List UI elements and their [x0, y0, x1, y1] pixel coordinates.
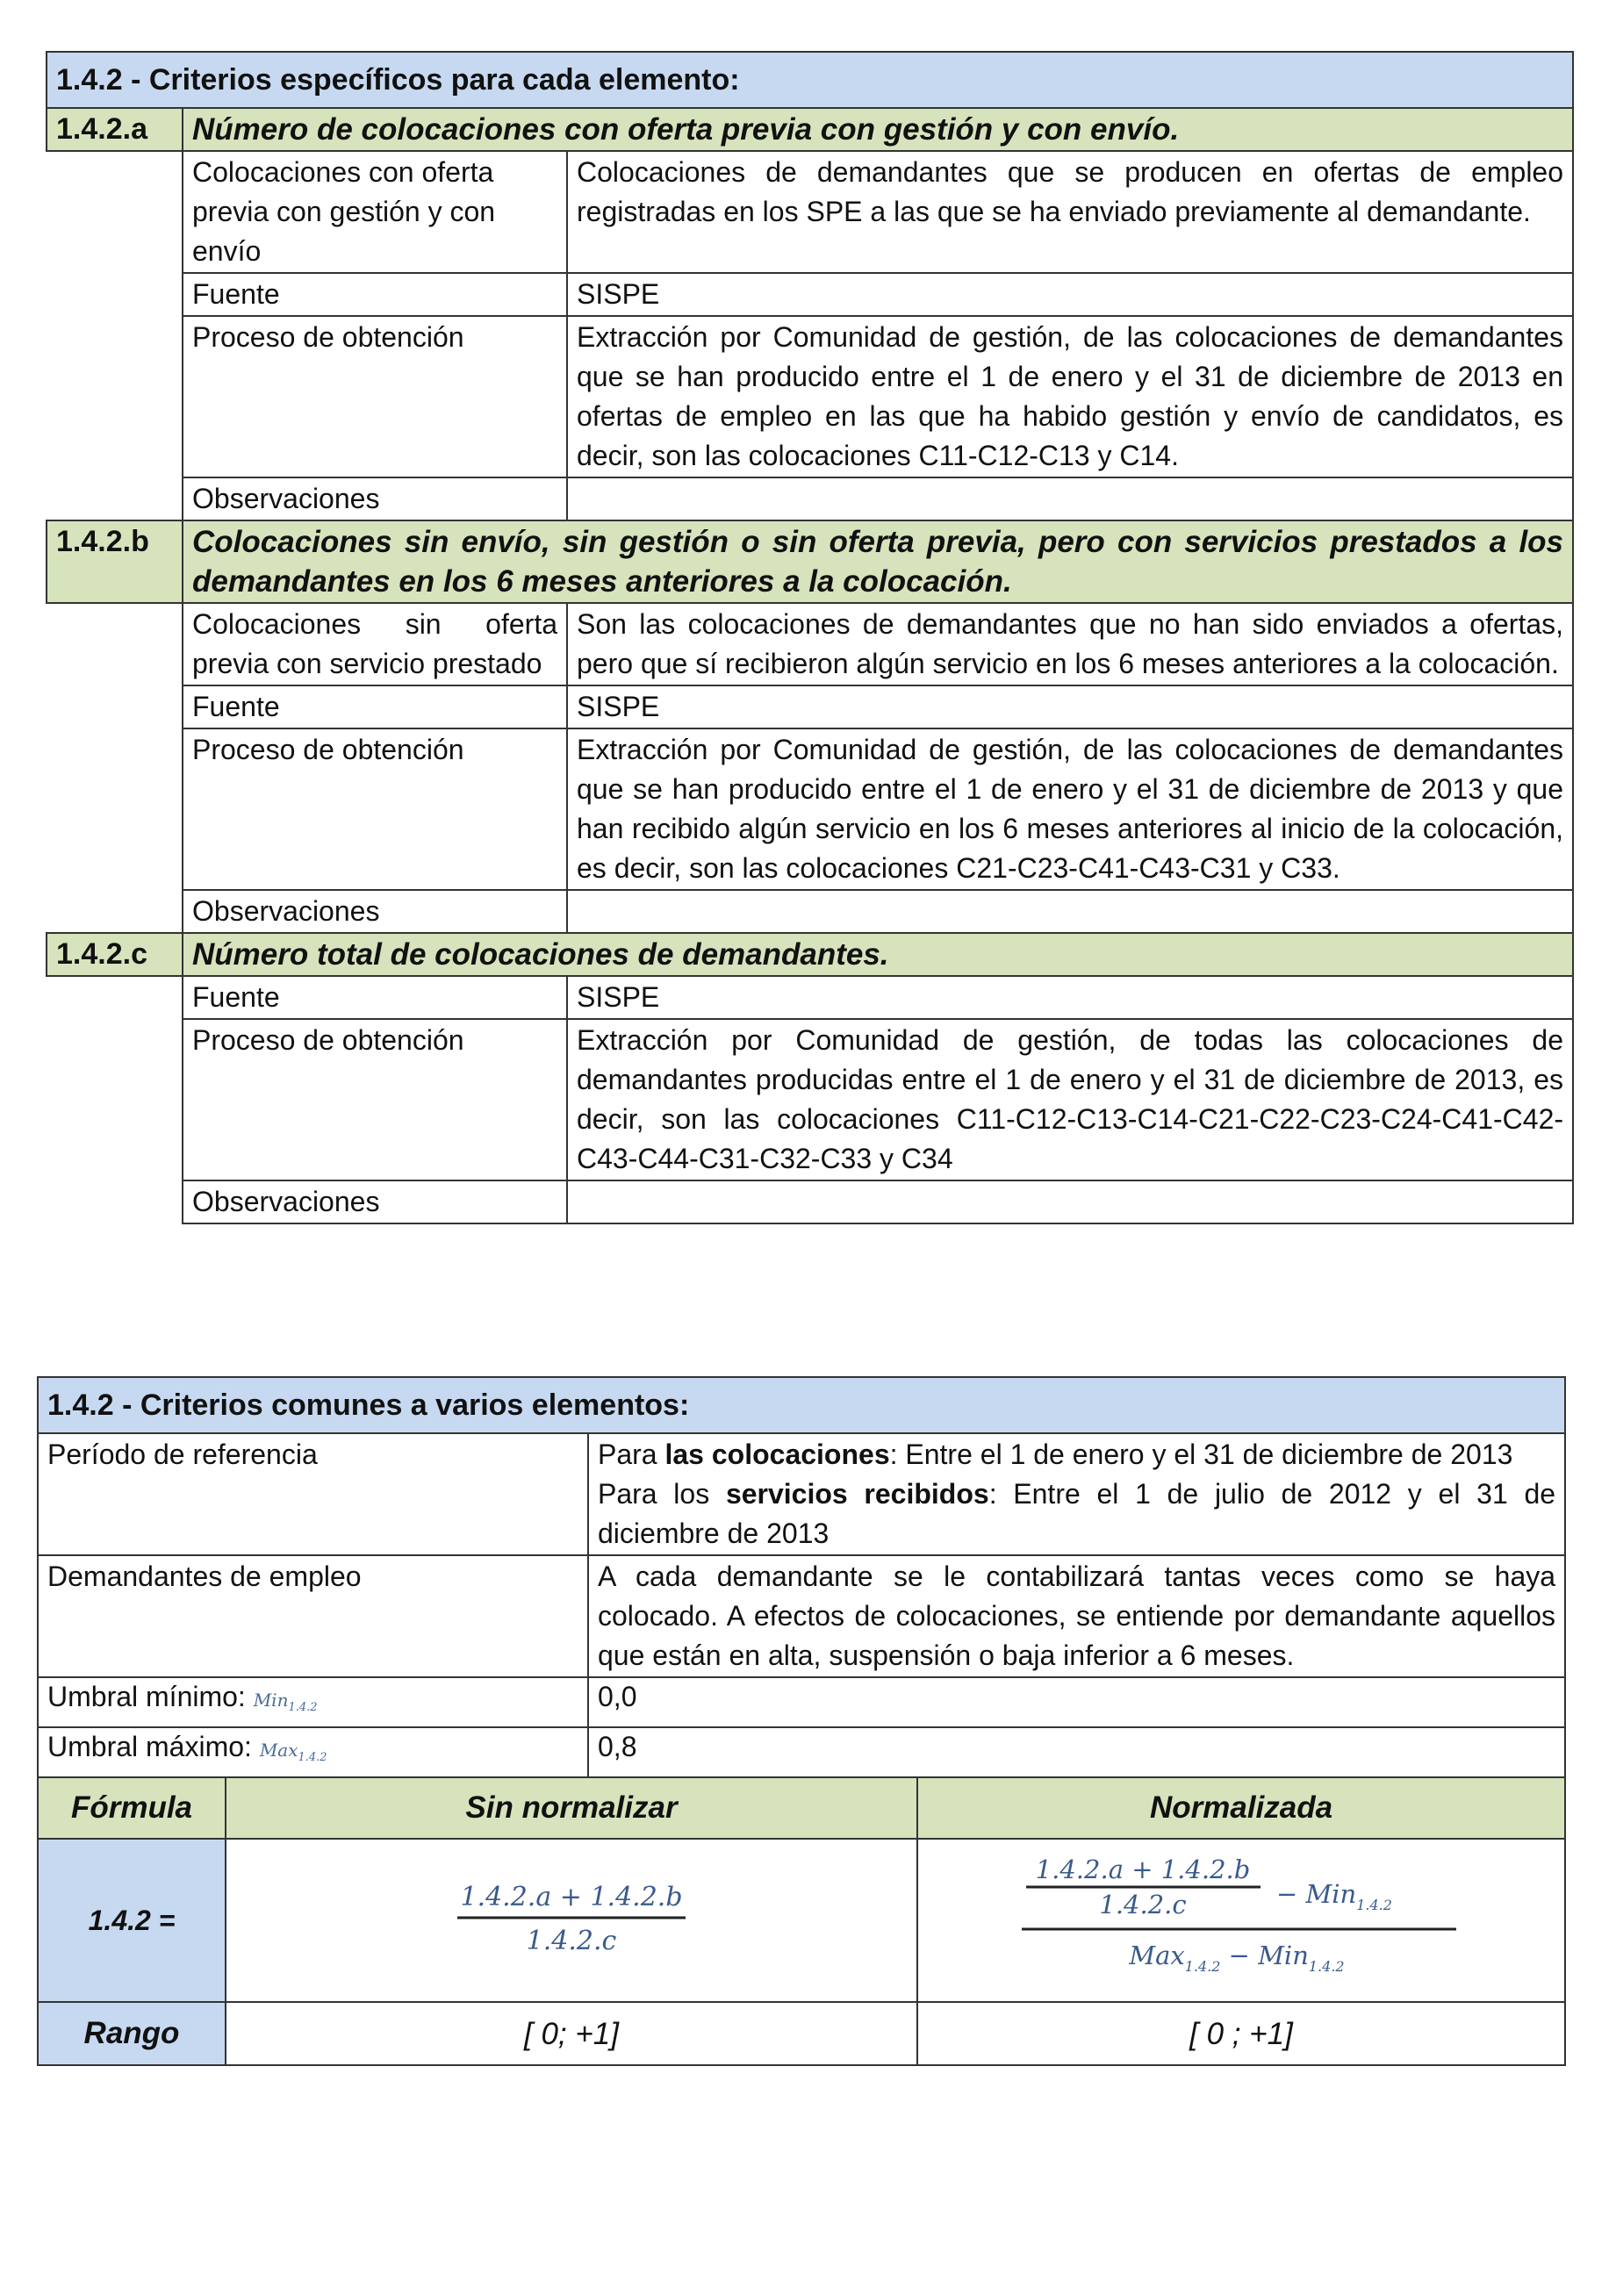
element-b-fuente-label: Fuente: [183, 685, 567, 728]
element-c-title: Número total de colocaciones de demandantes.: [183, 933, 1573, 976]
demandantes-text: A cada demandante se le contabilizará tantas veces como se haya colocado. A efectos de colocaciones, se entiende por demandante aquellos que están en alta, suspensión o baja inferior a 6 meses.: [588, 1555, 1565, 1677]
element-c-fuente-value: SISPE: [567, 976, 1573, 1019]
normalizada-header: Normalizada: [917, 1777, 1565, 1839]
section-a-title: 1.4.2 - Criterios específicos para cada elemento:: [47, 52, 1573, 108]
periodo-value: [588, 1433, 1565, 1555]
demandantes-label: Demandantes de empleo: [38, 1555, 588, 1677]
periodo-servicios-line: Para los servicios recibidos: Entre el 1 de julio de 2012 y el 31 de diciembre de 2013: [598, 1478, 1556, 1549]
element-b-title: Colocaciones sin envío, sin gestión o sin oferta previa, pero con servicios prestados a los demandantes en los 6 meses anteriores a la colocación.: [183, 520, 1573, 603]
section-b-title: 1.4.2 - Criterios comunes a varios elementos:: [38, 1377, 1565, 1433]
element-b-observaciones-label: Observaciones: [183, 890, 567, 933]
element-a-proceso-label: Proceso de obtención: [183, 316, 567, 477]
rango-label: Rango: [38, 2002, 226, 2065]
umbral-max-label: Umbral máximo: Max$_{1.4.2}$: [38, 1727, 588, 1777]
element-a-definition-label: Colocaciones con oferta previa con gestión y con envío: [183, 151, 567, 273]
umbral-min-label: Umbral mínimo: Min$_{1.4.2}$: [38, 1677, 588, 1727]
criterios-comunes-table: [37, 1376, 1566, 2066]
element-a-fuente-value: SISPE: [567, 273, 1573, 316]
max-symbol: Max$_{1.4.2}$: [259, 1740, 327, 1764]
element-b-code: 1.4.2.b: [47, 520, 183, 603]
rango-normalizada: [ 0 ; +1]: [917, 2002, 1565, 2065]
formula-numerator: 1.4.2.a + 1.4.2.b: [460, 1882, 683, 1912]
periodo-label: Período de referencia: [38, 1433, 588, 1555]
normalized-inner-denominator: 1.4.2.c: [1099, 1890, 1187, 1919]
formula-normalizada: [917, 1839, 1565, 2002]
element-b-proceso-label: Proceso de obtención: [183, 728, 567, 890]
element-c-observaciones-value: [567, 1180, 1573, 1223]
element-a-observaciones-label: Observaciones: [183, 477, 567, 520]
element-a-title: Número de colocaciones con oferta previa con gestión y con envío.: [183, 108, 1573, 151]
formula-normalized-fraction: [1013, 1845, 1469, 1985]
formula-sin-normalizar: [226, 1839, 917, 2002]
umbral-max-value: 0,8: [588, 1727, 1565, 1777]
element-b-proceso-text: Extracción por Comunidad de gestión, de las colocaciones de demandantes que se han producido entre el 1 de enero y el 31 de diciembre de 2013 y que han recibido algún servicio en los 6 meses anteriores al inicio de la colocación, es decir, son las colocaciones C21-C23-C41-C43-C31 y C33.: [567, 728, 1573, 890]
normalized-numerator: 1.4.2.a + 1.4.2.b: [1035, 1855, 1251, 1884]
min-symbol: Min$_{1.4.2}$: [253, 1690, 318, 1714]
element-a-fuente-label: Fuente: [183, 273, 567, 316]
formula-denominator: 1.4.2.c: [526, 1926, 617, 1956]
element-b-fuente-value: SISPE: [567, 685, 1573, 728]
element-b-definition-text: Son las colocaciones de demandantes que no han sido enviados a ofertas, pero que sí recibieron algún servicio en los 6 meses anteriores a la colocación.: [567, 603, 1573, 685]
element-c-observaciones-label: Observaciones: [183, 1180, 567, 1223]
formula-fraction: [440, 1867, 703, 1963]
formula-header: Fórmula: [38, 1777, 226, 1839]
element-a-observaciones-value: [567, 477, 1573, 520]
minus-min-term: − Min$_{1.4.2}$: [1276, 1879, 1392, 1913]
sin-normalizar-header: Sin normalizar: [226, 1777, 917, 1839]
element-c-fuente-label: Fuente: [183, 976, 567, 1019]
element-a-definition-text: Colocaciones de demandantes que se producen en ofertas de empleo registradas en los SPE a las que se ha enviado previamente al demandante.: [567, 151, 1573, 273]
periodo-colocaciones-line: Para las colocaciones: Entre el 1 de enero y el 31 de diciembre de 2013: [598, 1439, 1513, 1470]
element-b-definition-label: Colocaciones sin oferta previa con servicio prestado: [183, 603, 567, 685]
element-b-observaciones-value: [567, 890, 1573, 933]
element-a-proceso-text: Extracción por Comunidad de gestión, de las colocaciones de demandantes que se han producido entre el 1 de enero y el 31 de diciembre de 2013 en ofertas de empleo en las que ha habido gestión y envío de candidatos, es decir, son las colocaciones C11-C12-C13 y C14.: [567, 316, 1573, 477]
umbral-min-value: 0,0: [588, 1677, 1565, 1727]
formula-label: 1.4.2 =: [38, 1839, 226, 2002]
element-c-proceso-text: Extracción por Comunidad de gestión, de todas las colocaciones de demandantes producidas entre el 1 de enero y el 31 de diciembre de 2013, es decir, son las colocaciones C11-C12-C13-C14-C21-C22-C23-C24-C41-C42-C43-C44-C31-C32-C33 y C34: [567, 1019, 1573, 1180]
element-c-proceso-label: Proceso de obtención: [183, 1019, 567, 1180]
normalized-denominator: Max$_{1.4.2}$ − Min$_{1.4.2}$: [1129, 1941, 1345, 1975]
criterios-especificos-table: [46, 51, 1574, 1224]
element-c-code: 1.4.2.c: [47, 933, 183, 976]
element-a-code: 1.4.2.a: [47, 108, 183, 151]
rango-sin-normalizar: [ 0; +1]: [226, 2002, 917, 2065]
